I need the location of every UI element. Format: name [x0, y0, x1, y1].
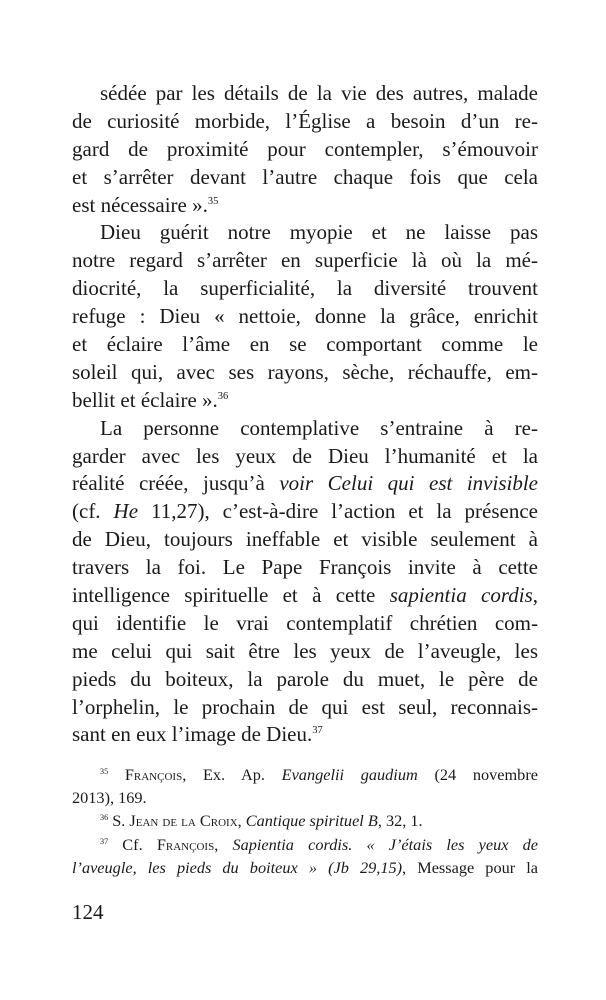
footnotes — [72, 763, 538, 879]
paragraph — [72, 219, 538, 414]
footnote — [72, 763, 538, 809]
text-line — [72, 721, 538, 749]
text-line — [72, 809, 538, 832]
text-segment: garder avec les yeux de Dieu l’humanité et la — [72, 443, 538, 468]
text-line — [72, 80, 538, 108]
text-line — [72, 638, 538, 666]
text-line — [72, 554, 538, 582]
footnote-reference: 37 — [312, 725, 323, 737]
body-text — [72, 80, 538, 749]
text-line — [72, 666, 538, 694]
text-segment: est nécessaire ». — [72, 192, 208, 217]
text-line — [72, 359, 538, 387]
text-line — [72, 164, 538, 192]
text-segment: , — [532, 583, 539, 608]
text-segment: (24 novembre — [417, 765, 538, 784]
text-line — [72, 833, 538, 856]
text-segment: réalité créée, jusqu’à — [72, 471, 280, 496]
page-number: 124 — [72, 900, 104, 924]
footnote-reference: 35 — [100, 766, 109, 776]
footnote — [72, 809, 538, 832]
text-line — [72, 136, 538, 164]
text-segment: , Ex. Ap. — [182, 765, 282, 784]
text-segment: et s’arrêter devant l’autre chaque fois que cela — [72, 164, 538, 189]
text-segment: Dieu guérit notre myopie et ne laisse pas — [100, 220, 538, 245]
text-line — [72, 582, 538, 610]
text-segment: Sapientia cordis. « J’étais les yeux de — [232, 834, 538, 854]
text-segment: notre regard s’arrêter en superficie là où la mé- — [72, 248, 538, 273]
text-segment: de curiosité morbide, l’Église a besoin d’un re- — [72, 108, 538, 133]
text-segment: diocrité, la superficialité, la diversité trouvent — [72, 276, 538, 301]
text-segment: , — [214, 834, 233, 854]
footnote-reference: 37 — [100, 836, 109, 846]
text-line — [72, 786, 538, 809]
text-segment: , Message pour la — [402, 857, 539, 877]
text-segment: 11,27), c’est-à-dire l’action et la présence — [138, 499, 538, 524]
text-segment: 2013), 169. — [72, 788, 147, 808]
paragraph — [72, 80, 538, 219]
text-line — [72, 108, 538, 136]
text-segment: me celui qui sait être les yeux de l’aveugle, les — [72, 638, 538, 663]
text-line — [72, 331, 538, 359]
text-segment: sédée par les détails de la vie des autres, malade — [100, 81, 538, 105]
text-segment: intelligence spirituelle et à cette — [72, 583, 390, 608]
footnote-reference: 36 — [217, 390, 229, 402]
text-segment: Jean de la Croix — [129, 811, 238, 831]
footnote — [72, 833, 538, 879]
text-segment: bellit et éclaire ». — [72, 387, 218, 412]
text-line — [72, 498, 538, 526]
footnote-reference: 36 — [100, 813, 109, 823]
text-line — [72, 275, 538, 303]
text-line — [72, 526, 538, 554]
text-line — [72, 470, 538, 498]
text-line — [72, 763, 538, 786]
text-line — [72, 610, 538, 638]
text-line — [72, 192, 538, 220]
text-segment: S. — [108, 811, 130, 831]
text-segment: , 32, 1. — [377, 811, 423, 831]
text-segment: Evangelii gaudium — [281, 765, 418, 784]
paragraph — [72, 415, 538, 750]
text-segment: qui identifie le vrai contemplatif chrétien com- — [72, 610, 538, 635]
text-segment: refuge : Dieu « nettoie, donne la grâce, enrichit — [72, 304, 538, 329]
text-segment: voir Celui qui est invisible — [279, 471, 538, 496]
text-segment: François — [124, 765, 183, 784]
text-line — [72, 387, 538, 415]
text-segment: pieds du boiteux, la parole du muet, le père de — [72, 666, 538, 691]
text-line — [72, 415, 538, 443]
text-segment: La personne contemplative s’entraine à re- — [100, 415, 538, 440]
text-segment: (cf. — [72, 499, 114, 524]
text-segment — [108, 765, 125, 784]
text-segment: l’orphelin, le prochain de qui est seul, reconnais- — [72, 694, 538, 719]
text-segment: de Dieu, toujours ineffable et visible seulement à — [72, 527, 538, 552]
text-segment: sapientia cordis — [389, 583, 533, 608]
text-segment: He — [113, 499, 139, 524]
text-line — [72, 247, 538, 275]
text-segment: , — [237, 811, 246, 831]
text-segment: et éclaire l’âme en se comportant comme le — [72, 332, 538, 357]
text-line — [72, 694, 538, 722]
text-line — [72, 443, 538, 471]
text-segment: l’aveugle, les pieds du boiteux » (Jb 29,15) — [72, 857, 403, 877]
text-line — [72, 219, 538, 247]
text-segment: Cantique spirituel B — [245, 811, 378, 831]
text-line — [72, 303, 538, 331]
text-segment: soleil qui, avec ses rayons, sèche, réchauffe, em- — [72, 359, 538, 384]
text-segment: travers la foi. Le Pape François invite à cette — [72, 555, 538, 580]
text-segment: sant en eux l’image de Dieu. — [72, 722, 313, 747]
text-segment: gard de proximité pour contempler, s’émouvoir — [72, 136, 538, 161]
footnote-reference: 35 — [207, 195, 219, 207]
text-segment: François — [156, 834, 215, 854]
text-line — [72, 856, 538, 879]
text-segment: Cf. — [108, 834, 157, 854]
